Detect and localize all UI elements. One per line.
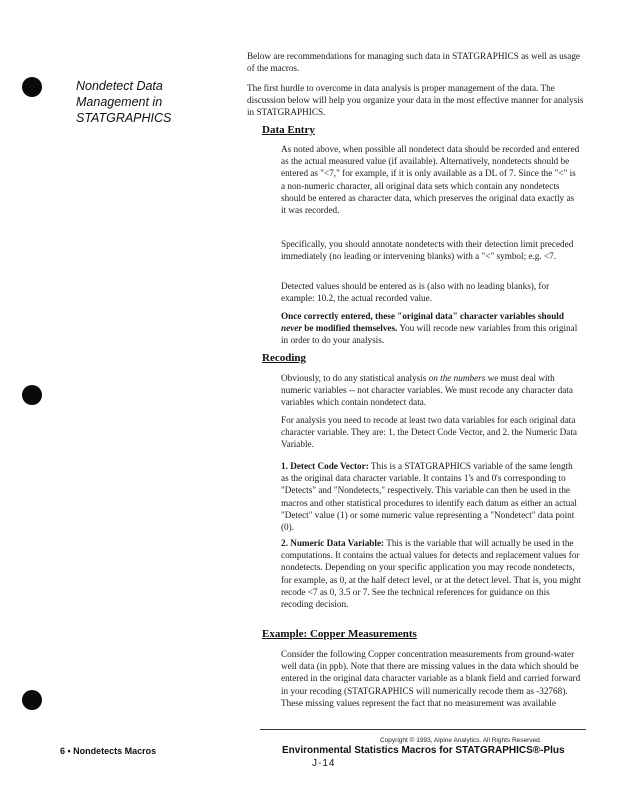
footer-manual-title: Environmental Statistics Macros for STATGRAPHICS®-Plus [282, 745, 565, 756]
side-heading: Nondetect Data Management in STATGRAPHICS [76, 79, 172, 125]
recoding-paragraph-2: For analysis you need to recode at least two data variables for each original data character variable. They are: 1. the Detect Code Vector, and 2. the Numeric Data Variable. [281, 415, 577, 450]
copyright-notice: Copyright © 1993, Alpine Analytics. All Rights Reserved. [380, 737, 542, 744]
numeric-data-variable-item: 2. Numeric Data Variable: This is the variable that will actually be used in the computations. It contains the actual values for detects and replacement values for nondetects. Depending on your specific application you may recode nondetects, for example, as 0, at the half detect level, or at the detect level. That is, you might recode <7 as 0, 3.5 or 7. See the technical references for guidance on this recoding decision. [281, 538, 581, 610]
numeric-data-variable-label: 2. Numeric Data Variable: [281, 538, 385, 548]
page-number: J-14 [312, 758, 336, 769]
binder-hole-middle [22, 385, 42, 405]
on-the-numbers-emphasis: on the numbers [428, 373, 486, 383]
recoding-paragraph-1: Obviously, to do any statistical analysis on the numbers we must deal with numeric variables -- not character variables. We must recode any character data variables which contain nondetect data. [281, 373, 573, 408]
recoding-heading: Recoding [262, 352, 306, 364]
data-entry-heading: Data Entry [262, 124, 315, 136]
footer-rule [260, 729, 586, 730]
copper-example-paragraph: Consider the following Copper concentration measurements from ground-water well data (in ppb). Note that there are missing values in the data which should be entered in the original data character variable as a blank field and carried forward in your recoding (STATGRAPHICS will numerically recode them as -32768). These missing values represent the fact that no measurement was available [281, 649, 581, 708]
detect-code-vector-label: 1. Detect Code Vector: [281, 461, 369, 471]
first-hurdle-paragraph: The first hurdle to overcome in data analysis is proper management of the data. The discussion below will help you organize your data in the most effective manner for analysis in STATGRAPHICS. [247, 83, 584, 118]
binder-hole-bottom [22, 690, 42, 710]
footer-section-label: 6 • Nondetects Macros [60, 746, 157, 756]
data-entry-paragraph-1: As noted above, when possible all nondetect data should be recorded and entered as the actual measured value (if available). Alternatively, nondetects should be entered as "<7," for example, if it is only available as a DL of 7. Since the "<" is a non-numeric character, all original data sets which contain any nondetects should be entered as character data, which preserves the original data exactly as it was recorded. [281, 144, 580, 216]
data-entry-paragraph-4: Once correctly entered, these "original data" character variables should never be modified themselves. You will recode new variables from this original in order to do your analysis. [281, 311, 578, 346]
copper-example-heading: Example: Copper Measurements [262, 628, 417, 640]
binder-hole-top [22, 77, 42, 97]
original-data-warning: Once correctly entered, these "original data" character variables should never be modified themselves. [281, 311, 564, 334]
data-entry-paragraph-3: Detected values should be entered as is (also with no leading blanks), for example: 10.2, the actual recorded value. [281, 281, 550, 304]
intro-paragraph: Below are recommendations for managing such data in STATGRAPHICS as well as usage of the macros. [247, 51, 581, 74]
data-entry-paragraph-2: Specifically, you should annotate nondetects with their detection limit preceded immediately (no leading or intervening blanks) with a "<" symbol; e.g. <7. [281, 239, 574, 262]
detect-code-vector-item: 1. Detect Code Vector: This is a STATGRAPHICS variable of the same length as the original data character variable. It contains 1's and 0's corresponding to "Detects" and "Nondetects," respectively. This variable can then be used in the macros and other statistical procedures to identify each datum as either an actual "Detect" value (1) or some numeric value representing a "Nondetect" data point (0). [281, 461, 577, 533]
never-emphasis: never [281, 323, 302, 334]
